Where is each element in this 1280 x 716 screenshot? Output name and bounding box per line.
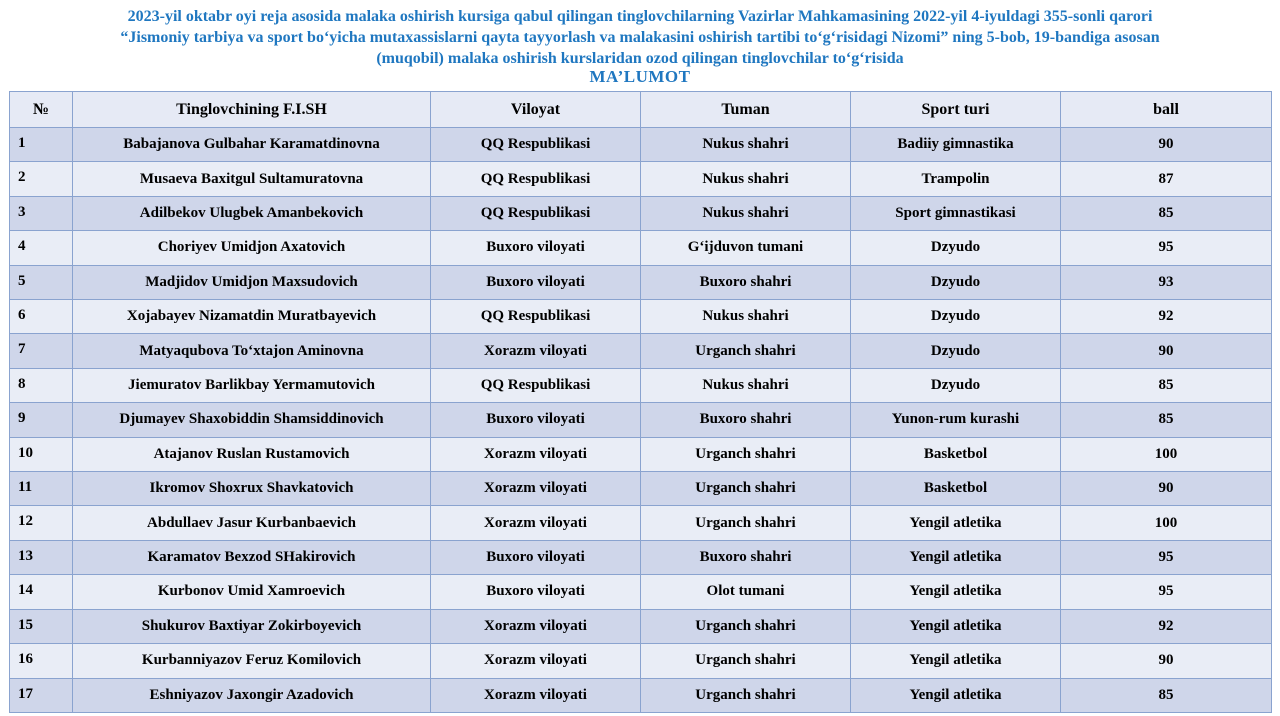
cell-score: 85 (1061, 678, 1272, 713)
cell-name: Madjidov Umidjon Maxsudovich (73, 265, 431, 299)
cell-sport: Yengil atletika (851, 506, 1061, 540)
cell-number: 3 (10, 196, 73, 230)
cell-region: Xorazm viloyati (431, 644, 641, 678)
cell-district: Urganch shahri (641, 609, 851, 643)
cell-number: 12 (10, 506, 73, 540)
cell-score: 90 (1061, 334, 1272, 368)
cell-name: Atajanov Ruslan Rustamovich (73, 437, 431, 471)
cell-name: Musaeva Baxitgul Sultamuratovna (73, 162, 431, 196)
cell-district: Buxoro shahri (641, 265, 851, 299)
cell-district: Urganch shahri (641, 437, 851, 471)
cell-sport: Yengil atletika (851, 540, 1061, 574)
cell-score: 85 (1061, 196, 1272, 230)
cell-district: Buxoro shahri (641, 403, 851, 437)
cell-region: Xorazm viloyati (431, 472, 641, 506)
cell-district: Olot tumani (641, 575, 851, 609)
table-row (10, 128, 1272, 162)
column-header-name: Tinglovchining F.I.SH (73, 92, 431, 128)
cell-region: Buxoro viloyati (431, 403, 641, 437)
cell-number: 16 (10, 644, 73, 678)
cell-sport: Yengil atletika (851, 644, 1061, 678)
cell-sport: Trampolin (851, 162, 1061, 196)
cell-number: 14 (10, 575, 73, 609)
cell-number: 6 (10, 300, 73, 334)
table-row (10, 162, 1272, 196)
cell-district: G‘ijduvon tumani (641, 231, 851, 265)
cell-region: Buxoro viloyati (431, 540, 641, 574)
cell-region: QQ Respublikasi (431, 368, 641, 402)
cell-sport: Dzyudo (851, 231, 1061, 265)
cell-name: Eshniyazov Jaxongir Azadovich (73, 678, 431, 713)
column-header-region: Viloyat (431, 92, 641, 128)
cell-district: Nukus shahri (641, 300, 851, 334)
cell-sport: Yengil atletika (851, 609, 1061, 643)
cell-number: 10 (10, 437, 73, 471)
cell-sport: Yengil atletika (851, 575, 1061, 609)
cell-score: 95 (1061, 575, 1272, 609)
table-row (10, 540, 1272, 574)
cell-region: Buxoro viloyati (431, 265, 641, 299)
cell-region: QQ Respublikasi (431, 196, 641, 230)
column-header-score: ball (1061, 92, 1272, 128)
cell-number: 15 (10, 609, 73, 643)
cell-number: 17 (10, 678, 73, 713)
cell-score: 87 (1061, 162, 1272, 196)
cell-name: Babajanova Gulbahar Karamatdinovna (73, 128, 431, 162)
cell-number: 4 (10, 231, 73, 265)
cell-sport: Badiiy gimnastika (851, 128, 1061, 162)
cell-name: Karamatov Bexzod SHakirovich (73, 540, 431, 574)
cell-region: Xorazm viloyati (431, 334, 641, 368)
cell-name: Choriyev Umidjon Axatovich (73, 231, 431, 265)
cell-score: 85 (1061, 403, 1272, 437)
document-heading (0, 6, 1280, 85)
cell-score: 92 (1061, 300, 1272, 334)
cell-district: Nukus shahri (641, 368, 851, 402)
cell-name: Matyaqubova To‘xtajon Aminovna (73, 334, 431, 368)
cell-region: QQ Respublikasi (431, 300, 641, 334)
cell-district: Urganch shahri (641, 472, 851, 506)
cell-score: 90 (1061, 472, 1272, 506)
participants-table (9, 91, 1272, 713)
cell-number: 13 (10, 540, 73, 574)
cell-name: Kurbanniyazov Feruz Komilovich (73, 644, 431, 678)
cell-sport: Dzyudo (851, 334, 1061, 368)
heading-line-3: (muqobil) malaka oshirish kurslaridan ozod qilingan tinglovchilar to‘g‘risida (376, 50, 904, 67)
cell-number: 9 (10, 403, 73, 437)
table-row (10, 575, 1272, 609)
cell-score: 95 (1061, 231, 1272, 265)
cell-sport: Sport gimnastikasi (851, 196, 1061, 230)
cell-name: Shukurov Baxtiyar Zokirboyevich (73, 609, 431, 643)
table-row (10, 678, 1272, 713)
cell-name: Djumayev Shaxobiddin Shamsiddinovich (73, 403, 431, 437)
cell-district: Urganch shahri (641, 644, 851, 678)
cell-sport: Basketbol (851, 437, 1061, 471)
cell-district: Buxoro shahri (641, 540, 851, 574)
heading-line-2: “Jismoniy tarbiya va sport bo‘yicha mutaxassislarni qayta tayyorlash va malakasini oshirish tartibi to‘g‘risidagi Nizomi” ning 5-bob, 19-bandiga asosan (120, 29, 1160, 46)
cell-score: 95 (1061, 540, 1272, 574)
cell-score: 90 (1061, 128, 1272, 162)
cell-score: 100 (1061, 437, 1272, 471)
cell-score: 93 (1061, 265, 1272, 299)
document-title: MA’LUMOT (589, 67, 691, 86)
cell-region: QQ Respublikasi (431, 162, 641, 196)
column-header-sport: Sport turi (851, 92, 1061, 128)
cell-region: Buxoro viloyati (431, 231, 641, 265)
cell-sport: Yengil atletika (851, 678, 1061, 713)
cell-region: Buxoro viloyati (431, 575, 641, 609)
cell-score: 85 (1061, 368, 1272, 402)
cell-score: 100 (1061, 506, 1272, 540)
table-row (10, 334, 1272, 368)
table-row (10, 265, 1272, 299)
cell-number: 8 (10, 368, 73, 402)
cell-region: Xorazm viloyati (431, 437, 641, 471)
column-header-number: № (10, 92, 73, 128)
cell-region: Xorazm viloyati (431, 609, 641, 643)
cell-district: Urganch shahri (641, 678, 851, 713)
cell-sport: Dzyudo (851, 265, 1061, 299)
table-row (10, 609, 1272, 643)
table-row (10, 472, 1272, 506)
cell-number: 11 (10, 472, 73, 506)
cell-name: Kurbonov Umid Xamroevich (73, 575, 431, 609)
table-row (10, 506, 1272, 540)
cell-number: 2 (10, 162, 73, 196)
cell-number: 5 (10, 265, 73, 299)
table-row (10, 437, 1272, 471)
table-row (10, 300, 1272, 334)
table-row (10, 231, 1272, 265)
cell-name: Xojabayev Nizamatdin Muratbayevich (73, 300, 431, 334)
cell-name: Adilbekov Ulugbek Amanbekovich (73, 196, 431, 230)
cell-sport: Basketbol (851, 472, 1061, 506)
cell-number: 1 (10, 128, 73, 162)
table-row (10, 403, 1272, 437)
cell-district: Nukus shahri (641, 196, 851, 230)
cell-name: Ikromov Shoxrux Shavkatovich (73, 472, 431, 506)
table-row (10, 644, 1272, 678)
cell-sport: Dzyudo (851, 300, 1061, 334)
column-header-district: Tuman (641, 92, 851, 128)
cell-score: 90 (1061, 644, 1272, 678)
cell-district: Nukus shahri (641, 128, 851, 162)
table-row (10, 368, 1272, 402)
cell-sport: Yunon-rum kurashi (851, 403, 1061, 437)
table-body (10, 128, 1272, 713)
cell-district: Nukus shahri (641, 162, 851, 196)
cell-district: Urganch shahri (641, 506, 851, 540)
cell-district: Urganch shahri (641, 334, 851, 368)
table-header-row (10, 92, 1272, 128)
cell-region: QQ Respublikasi (431, 128, 641, 162)
cell-region: Xorazm viloyati (431, 506, 641, 540)
cell-number: 7 (10, 334, 73, 368)
heading-line-1: 2023-yil oktabr oyi reja asosida malaka oshirish kursiga qabul qilingan tinglovchilarning Vazirlar Mahkamasining 2022-yil 4-iyuldagi 355-sonli qarori (127, 8, 1153, 25)
cell-name: Abdullaev Jasur Kurbanbaevich (73, 506, 431, 540)
cell-name: Jiemuratov Barlikbay Yermamutovich (73, 368, 431, 402)
cell-region: Xorazm viloyati (431, 678, 641, 713)
table-row (10, 196, 1272, 230)
cell-sport: Dzyudo (851, 368, 1061, 402)
cell-score: 92 (1061, 609, 1272, 643)
